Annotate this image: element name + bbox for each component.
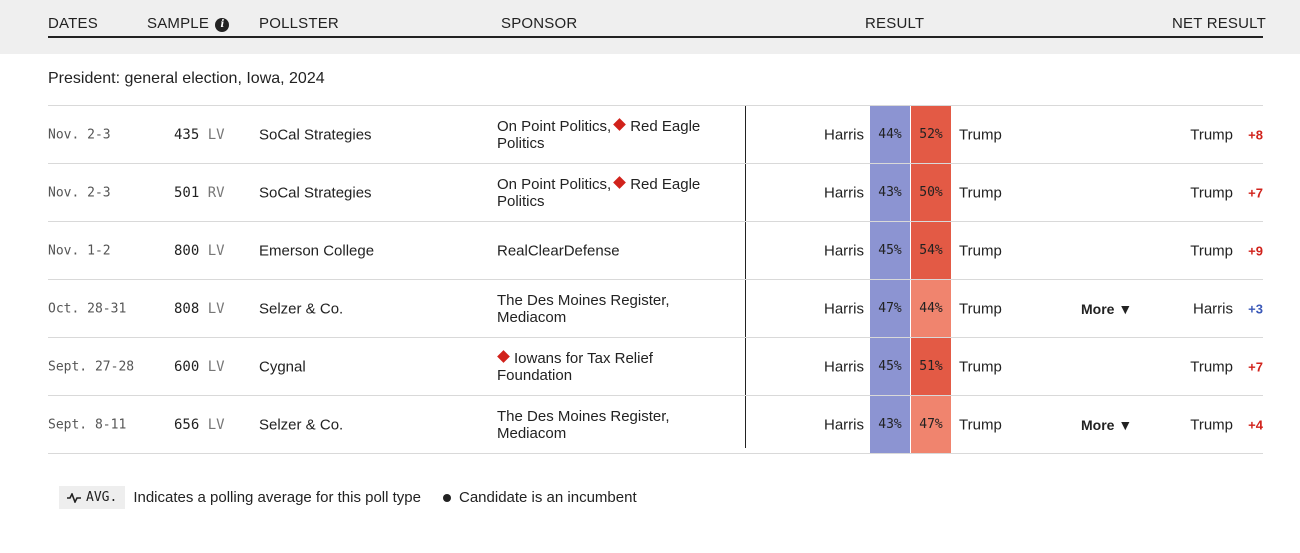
poll-date: Nov. 2-3 [48, 185, 111, 200]
table-row[interactable] [48, 279, 1263, 337]
sample-size [174, 127, 225, 143]
dem-result-cell: 45% [870, 222, 910, 279]
sample-size [174, 359, 225, 375]
table-row[interactable] [48, 105, 1263, 163]
table-row[interactable] [48, 395, 1263, 454]
sponsor-line1: RealClearDefense [497, 242, 620, 259]
sponsor-line2: Politics [497, 192, 545, 210]
dem-result-cell: 43% [870, 164, 910, 221]
sample-count: 800 [174, 242, 200, 259]
rep-result-cell: 51% [911, 338, 951, 395]
pollster-name[interactable]: Selzer & Co. [259, 416, 344, 433]
poll-date: Oct. 28-31 [48, 301, 127, 316]
sponsor [497, 242, 737, 259]
table-row[interactable] [48, 221, 1263, 279]
pollster-name[interactable]: SoCal Strategies [259, 184, 372, 201]
net-result-margin: +7 [1248, 359, 1263, 374]
pollster-name[interactable]: Cygnal [259, 358, 306, 375]
pulse-icon [67, 493, 81, 503]
sample-size [174, 243, 225, 259]
legend [59, 486, 637, 509]
net-result-candidate: Harris [1193, 300, 1233, 317]
header-pollster[interactable]: POLLSTER [259, 15, 339, 32]
candidate-dem: Harris [824, 184, 864, 201]
candidate-rep: Trump [959, 416, 1002, 433]
dem-result-cell: 45% [870, 338, 910, 395]
candidate-dem: Harris [824, 242, 864, 259]
rep-result-cell: 54% [911, 222, 951, 279]
sponsor-line1: The Des Moines Register, [497, 407, 670, 425]
sample-population: LV [207, 126, 225, 143]
sample-count: 501 [174, 184, 200, 201]
sponsor-partisan: Red Eagle [630, 175, 701, 193]
rep-result-cell: 47% [911, 396, 951, 453]
header-dates[interactable]: DATES [48, 15, 98, 32]
sample-count: 600 [174, 358, 200, 375]
net-result-margin: +9 [1248, 243, 1263, 258]
net-result-candidate: Trump [1190, 184, 1233, 201]
dem-result-cell: 47% [870, 280, 910, 337]
partisan-diamond-icon [497, 350, 510, 363]
sample-population: RV [207, 184, 225, 201]
sponsor [497, 350, 737, 384]
header-sponsor[interactable]: SPONSOR [501, 15, 578, 32]
sample-population: LV [207, 358, 225, 375]
sponsor-line2: Mediacom [497, 424, 567, 442]
sponsor-partisan: Iowans for Tax Relief [514, 349, 653, 367]
incumbent-dot-icon [443, 494, 451, 502]
candidate-rep: Trump [959, 184, 1002, 201]
poll-table [48, 105, 1263, 454]
candidate-dem: Harris [824, 358, 864, 375]
sponsor-line1: On Point Politics, [497, 117, 612, 135]
sponsor-line2: Mediacom [497, 308, 567, 326]
sponsor-partisan: Red Eagle [630, 117, 701, 135]
candidate-dem: Harris [824, 416, 864, 433]
sample-population: LV [207, 300, 225, 317]
header-sample-label: SAMPLE [147, 15, 210, 32]
rep-result-cell: 44% [911, 280, 951, 337]
avg-label: AVG. [86, 490, 118, 505]
sample-count: 435 [174, 126, 200, 143]
sample-size [174, 417, 225, 433]
table-row[interactable] [48, 337, 1263, 395]
sponsor [497, 176, 737, 210]
net-result-margin: +3 [1248, 301, 1263, 316]
sponsor-line2: Foundation [497, 366, 573, 384]
sample-population: LV [207, 242, 225, 259]
net-result-candidate: Trump [1190, 416, 1233, 433]
poll-date: Sept. 8-11 [48, 417, 127, 432]
sample-population: LV [207, 416, 225, 433]
rep-result-cell: 50% [911, 164, 951, 221]
candidate-rep: Trump [959, 358, 1002, 375]
sponsor [497, 118, 737, 152]
net-result-margin: +8 [1248, 127, 1263, 142]
net-result-margin: +4 [1248, 417, 1263, 432]
sponsor-line1: The Des Moines Register, [497, 291, 670, 309]
candidate-rep: Trump [959, 126, 1002, 143]
candidate-rep: Trump [959, 300, 1002, 317]
poll-date: Nov. 2-3 [48, 127, 111, 142]
table-row[interactable] [48, 163, 1263, 221]
rep-result-cell: 52% [911, 106, 951, 163]
sponsor-line1: On Point Politics, [497, 175, 612, 193]
info-icon[interactable]: i [215, 18, 229, 32]
table-header [0, 0, 1300, 54]
pollster-name[interactable]: Emerson College [259, 242, 375, 259]
sponsor [497, 292, 737, 326]
sample-size [174, 185, 225, 201]
sponsor [497, 408, 737, 442]
candidate-dem: Harris [824, 300, 864, 317]
sample-count: 808 [174, 300, 200, 317]
sponsor-line2: Politics [497, 134, 545, 152]
header-result: RESULT [865, 15, 925, 32]
net-result-candidate: Trump [1190, 242, 1233, 259]
header-sample[interactable] [147, 15, 229, 32]
poll-date: Nov. 1-2 [48, 243, 111, 258]
net-result-candidate: Trump [1190, 358, 1233, 375]
candidate-dem: Harris [824, 126, 864, 143]
race-title: President: general election, Iowa, 2024 [48, 70, 325, 87]
poll-date: Sept. 27-28 [48, 359, 135, 374]
sample-count: 656 [174, 416, 200, 433]
net-result-margin: +7 [1248, 185, 1263, 200]
header-net-result[interactable]: NET RESULT [1172, 15, 1266, 32]
header-divider [48, 36, 1263, 38]
dem-result-cell: 44% [870, 106, 910, 163]
net-result-candidate: Trump [1190, 126, 1233, 143]
avg-chip [59, 486, 125, 509]
more-button[interactable]: More ▼ [1081, 416, 1133, 433]
more-button[interactable]: More ▼ [1081, 300, 1133, 317]
dem-result-cell: 43% [870, 396, 910, 453]
pollster-name[interactable]: Selzer & Co. [259, 300, 344, 317]
avg-description: Indicates a polling average for this poll type [133, 489, 421, 506]
partisan-diamond-icon [613, 176, 626, 189]
pollster-name[interactable]: SoCal Strategies [259, 126, 372, 143]
partisan-diamond-icon [613, 118, 626, 131]
sample-size [174, 301, 225, 317]
incumbent-description: Candidate is an incumbent [459, 489, 637, 506]
candidate-rep: Trump [959, 242, 1002, 259]
